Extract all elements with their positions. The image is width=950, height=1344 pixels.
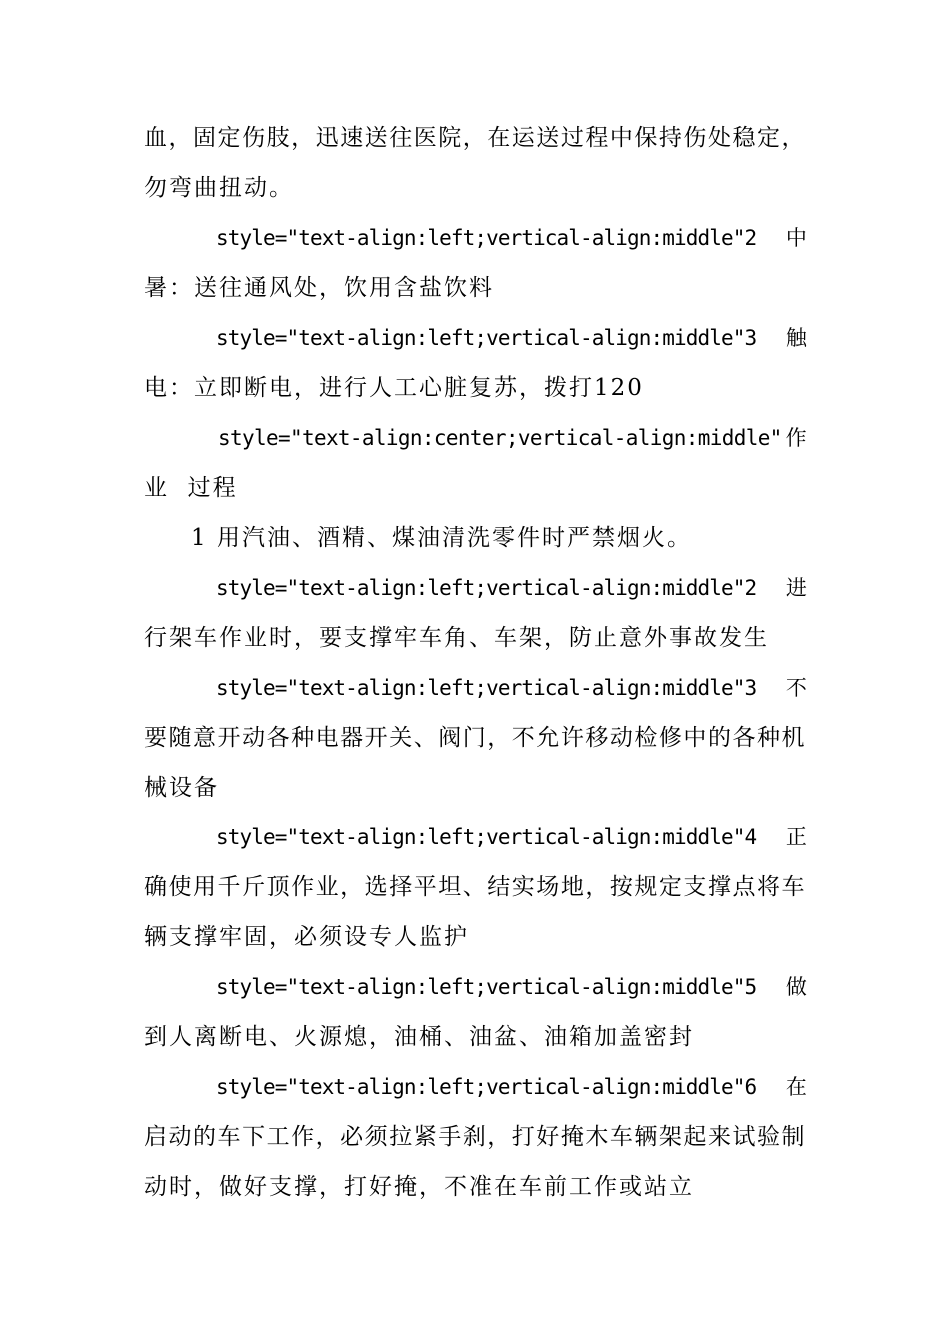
style-attribute-line: style="text-align:left;vertical-align:middle"4 正	[216, 825, 806, 849]
body-text-line: 械设备	[144, 775, 219, 801]
body-text-line: 业 过程	[144, 475, 238, 501]
style-attribute-line: style="text-align:left;vertical-align:middle"3 不	[216, 676, 806, 700]
body-text-line: 到人离断电、火源熄，油桶、油盆、油箱加盖密封	[144, 1024, 694, 1050]
style-attribute-line: style="text-align:left;vertical-align:middle"3 触	[216, 326, 806, 350]
style-attribute-line: style="text-align:center;vertical-align:middle"作	[218, 426, 806, 450]
body-text-line: 1 用汽油、酒精、煤油清洗零件时严禁烟火。	[191, 525, 692, 551]
body-text-line: 暑：送往通风处，饮用含盐饮料	[144, 275, 494, 301]
body-text-line: 启动的车下工作，必须拉紧手刹，打好掩木车辆架起来试验制	[144, 1124, 806, 1150]
body-text-line: 确使用千斤顶作业，选择平坦、结实场地，按规定支撑点将车	[144, 874, 806, 900]
body-text-line: 勿弯曲扭动。	[144, 175, 294, 201]
style-attribute-line: style="text-align:left;vertical-align:middle"2 进	[216, 576, 806, 600]
body-text-line: 辆支撑牢固，必须设专人监护	[144, 924, 469, 950]
body-text-line: 动时，做好支撑，打好掩，不准在车前工作或站立	[144, 1174, 694, 1200]
body-text-line: 行架车作业时，要支撑牢车角、车架，防止意外事故发生	[144, 625, 769, 651]
body-text-line: 要随意开动各种电器开关、阀门，不允许移动检修中的各种机	[144, 725, 806, 751]
style-attribute-line: style="text-align:left;vertical-align:middle"2 中	[216, 226, 806, 250]
body-text-line: 血，固定伤肢，迅速送往医院，在运送过程中保持伤处稳定，	[144, 125, 806, 151]
style-attribute-line: style="text-align:left;vertical-align:middle"6 在	[216, 1075, 806, 1099]
body-text-line: 电：立即断电，进行人工心脏复苏，拨打120	[144, 375, 644, 401]
style-attribute-line: style="text-align:left;vertical-align:middle"5 做	[216, 975, 806, 999]
